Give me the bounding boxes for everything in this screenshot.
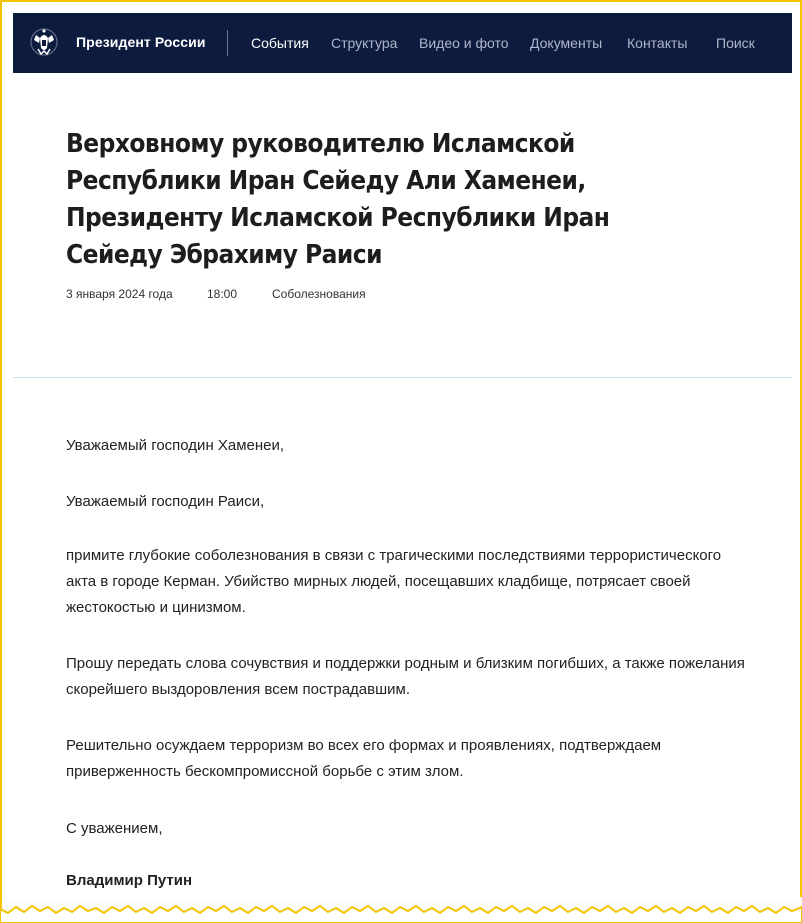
torn-edge-decoration [0,893,802,923]
greeting-raisi: Уважаемый господин Раиси, [66,493,265,510]
nav-events[interactable]: События [251,35,309,51]
double-headed-eagle-icon[interactable] [27,27,61,59]
nav-search[interactable]: Поиск [716,35,755,51]
header-divider [227,30,228,56]
article-date: 3 января 2024 года [66,287,173,301]
site-brand-link[interactable]: Президент России [76,34,206,50]
article-title: Верховному руководителю Исламской Республики Иран Сейеду Али Хаменеи, Президенту Исламской Республики Иран Сейеду Эбрахиму Раиси [66,129,610,270]
condemnation-paragraph: Решительно осуждаем терроризм во всех его формах и проявлениях, подтверждаем приверженность бескомпромиссной борьбе с этим злом. [66,737,662,780]
closing-phrase: С уважением, [66,820,163,837]
nav-documents[interactable]: Документы [530,35,603,51]
article-category-link[interactable]: Соболезнования [272,287,366,301]
nav-contacts[interactable]: Контакты [627,35,688,51]
top-navigation-bar [13,13,792,73]
greeting-khamenei: Уважаемый господин Хаменеи, [66,437,285,454]
article-time: 18:00 [207,287,238,301]
section-divider [13,377,792,378]
signature: Владимир Путин [66,872,193,889]
sympathy-paragraph: Прошу передать слова сочувствия и поддержки родным и близким погибших, а также пожелания скорейшего выздоровления всем пострадавшим. [66,655,745,698]
nav-structure[interactable]: Структура [331,35,398,51]
condolence-paragraph: примите глубокие соболезнования в связи с трагическими последствиями террористического акта в городе Керман. Убийство мирных людей, посещавших кладбище, потрясает своей жестокостью и цинизмом. [66,547,722,616]
nav-video-photo[interactable]: Видео и фото [419,35,509,51]
